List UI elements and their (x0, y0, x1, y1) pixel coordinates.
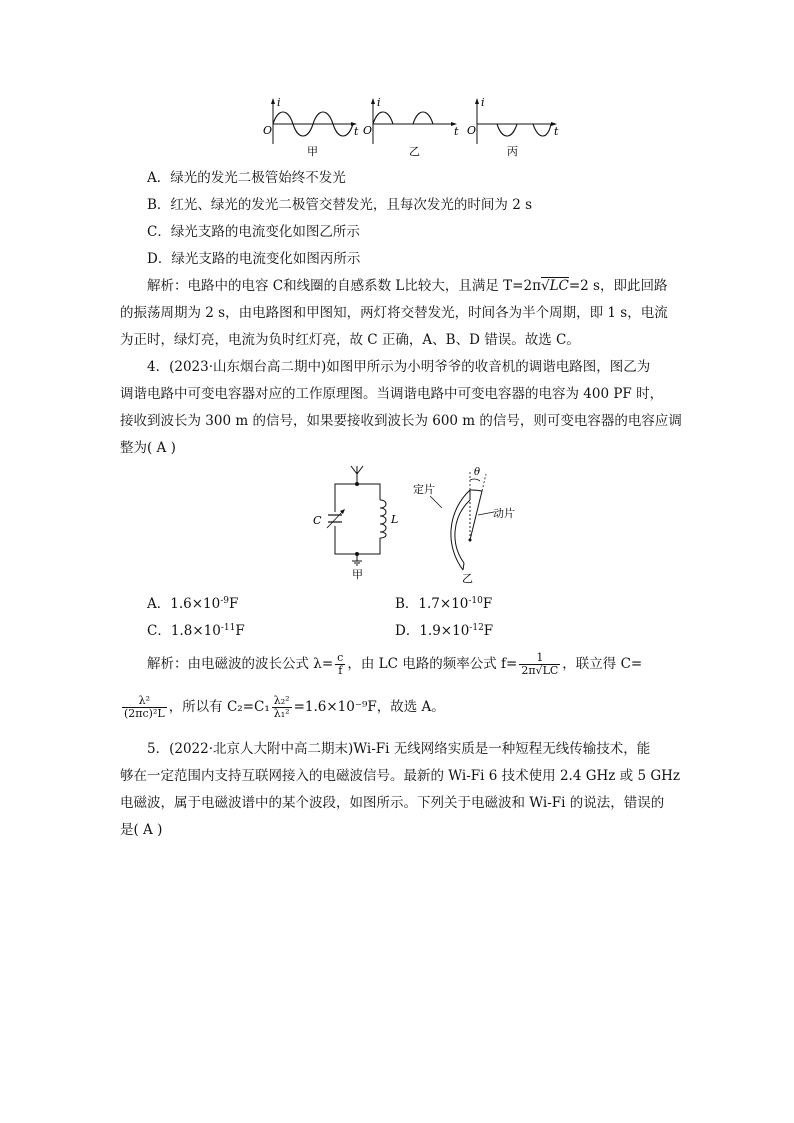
q4-stem-line4: 整为( A ) (120, 440, 176, 456)
q4-stem-line3: 接收到波长为 300 m 的信号，如果要接收到波长为 600 m 的信号，则可变电容器的电容应调 (120, 413, 682, 429)
circuit-label-yi: 乙 (462, 572, 473, 585)
q4-stem-line1: 4．(2023·山东烟台高二期中)如图甲所示为小明爷爷的收音机的调谐电路图，图乙为 (147, 359, 651, 375)
q3-analysis-line1: 解析：电路中的电容 C和线圈的自感系数 L比较大，且满足 T=2π√LC=2 s，即此回路 (147, 278, 668, 294)
origin-label: O (467, 124, 477, 137)
graph-label-jia: 甲 (307, 145, 318, 158)
q4-stem-line2: 调谐电路中可变电容器对应的工作原理图。当调谐电路中可变电容器的电容为 400 PF 时， (120, 386, 664, 402)
fraction-capacitance: $\frac{\text{λ²}}{\text{(2πc)²L}}$ (124, 694, 165, 720)
q4-option-d: D．$1.9\times 10^{-12}F$ (395, 623, 494, 639)
capacitor-label: C (313, 514, 322, 527)
axis-t-label: t (554, 125, 559, 138)
fraction-lambda-ratio: $\frac{\text{λ₂²}}{\text{λ₁²}}$ (273, 694, 290, 720)
graph-label-yi: 乙 (409, 145, 420, 158)
q3-option-c: C．绿光支路的电流变化如图乙所示 (147, 224, 360, 240)
q5-stem-line2: 够在一定范围内支持互联网接入的电磁波信号。最新的 Wi-Fi 6 技术使用 2.4 GHz 或 5 GHz (120, 768, 681, 784)
circuit-figure (300, 460, 530, 585)
sqrt-lc: √LC (540, 278, 569, 294)
wave-graph-yi (363, 96, 459, 158)
moving-plate-label: 动片 (493, 507, 515, 520)
q4-analysis-line1: 解析：由电磁波的波长公式 λ= $\frac{c}{f}$ ，由 LC 电路的频率公式 f= $\frac{1}{2\pi√LC}$ ，联立得 C= (147, 651, 643, 677)
graph-label-bing: 丙 (507, 145, 518, 158)
theta-label: θ (474, 467, 481, 478)
ground-icon (352, 554, 362, 565)
variable-capacitor-icon (327, 509, 345, 528)
q4-option-b: B．$1.7\times 10^{-10}F$ (395, 596, 493, 612)
q4-option-c: C．$1.8\times 10^{-11}F$ (147, 623, 245, 639)
fraction-c-over-f: $\frac{c}{f}$ (337, 651, 344, 677)
q4-option-a: A．$1.6\times 10^{-9}F$ (147, 596, 239, 612)
axis-i-label: i (377, 96, 381, 109)
wave-graph-jia (263, 96, 359, 158)
inductor-icon (376, 500, 386, 538)
circuit-label-jia: 甲 (352, 568, 363, 581)
q5-stem-line1: 5．(2022·北京人大附中高二期末)Wi-Fi 无线网络实质是一种短程无线传输技术，能 (147, 741, 651, 757)
q5-stem-line3: 电磁波，属于电磁波谱中的某个波段，如图所示。下列关于电磁波和 Wi-Fi 的说法，错误的 (120, 795, 665, 811)
antenna-icon (351, 466, 363, 484)
q4-analysis-line2: $\frac{\text{λ²}}{\text{(2πc)²L}}$ ，所以有 C₂=C₁ $\frac{\text{λ₂²}}{\text{λ₁²}}$ =1.6×10⁻⁹F，故选 A。 (124, 694, 445, 720)
q3-option-a: A．绿光的发光二极管始终不发光 (147, 170, 346, 186)
axis-t-label: t (454, 125, 459, 138)
axis-i-label: i (481, 96, 485, 109)
wave-graph-bing (467, 96, 559, 158)
axis-i-label: i (277, 96, 281, 109)
axis-t-label: t (354, 125, 359, 138)
fraction-frequency: $\frac{1}{2\pi√LC}$ (521, 651, 559, 677)
capacitor-principle-diagram (430, 472, 494, 570)
origin-label: O (263, 124, 273, 137)
wave-figure (255, 94, 565, 160)
q3-analysis-line2: 的振荡周期为 2 s，由电路图和甲图知，两灯将交替发光，时间各为半个周期，即 1 s，电流 (120, 305, 668, 321)
q5-stem-line4: 是( A ) (120, 822, 163, 838)
fixed-plate-label: 定片 (413, 483, 435, 496)
q3-option-b: B．红光、绿光的发光二极管交替发光，且每次发光的时间为 2 s (147, 197, 533, 213)
q3-option-d: D．绿光支路的电流变化如图丙所示 (147, 251, 361, 267)
origin-label: O (363, 124, 373, 137)
inductor-label: L (391, 513, 399, 526)
q3-analysis-line3: 为正时，绿灯亮，电流为负时红灯亮，故 C 正确，A、B、D 错误。故选 C。 (120, 332, 580, 348)
